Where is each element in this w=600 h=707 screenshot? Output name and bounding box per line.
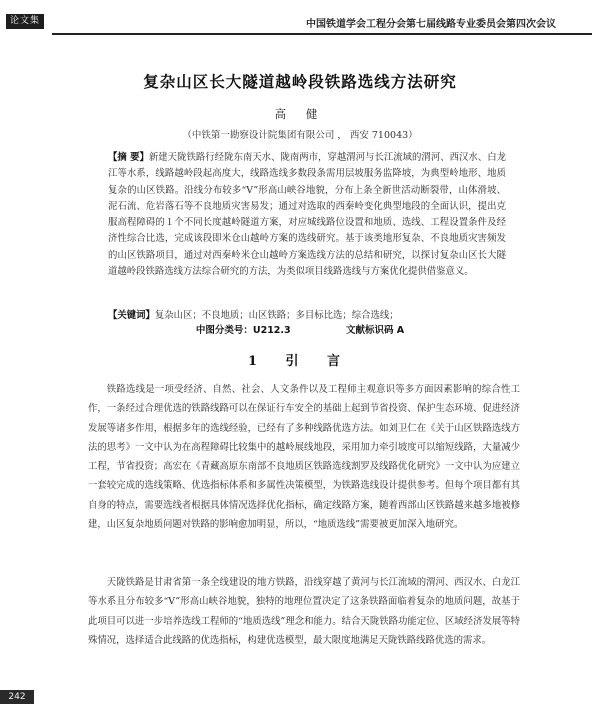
paper-title: 复杂山区长大隧道越岭段铁路选线方法研究 (143, 73, 457, 91)
keywords-text: 复杂山区；不良地质；山区铁路；多目标比选；综合选线； (154, 310, 399, 321)
keywords-label: 【关键词】 (108, 310, 155, 321)
abstract-text: 新建天陇铁路行经陇东南天水、陇南两市，穿越渭河与长江流域的渭河、西汉水、白龙江等水系，线路越岭段起高度大，线路选线多数段条需用层坡服务监降坡，为典型岭地形、地质复杂的山区铁路。沿线分布较多“V”形高山峡谷地貌，分布上条全新世活动断裂带，山体滑坡、泥石流、危岩落石等不良地质灾害易发；通过对选取的西秦岭变化典型地段的全面认识，提出克服高程障碍的１个不同长度越岭隧道方案，对应城线路位设置和地质、选线、工程设置条件及经济性综合比选，完成该段即米仓山越岭方案的选线研究。基于该类地形复杂、不良地质灾害频发的山区铁路项目，通过对西秦岭米仓山越岭方案选线方法的总结和研究，以探讨复杂山区长大隧道越岭段铁路选线方法综合研究的方法，为类似项目线路选线与方案优化提供借鉴意义。 (108, 152, 506, 278)
running-header (0, 6, 600, 30)
page-number: 242 (0, 690, 34, 704)
document-code: 文献标识码 A (345, 325, 405, 336)
body-paragraph: 铁路选线是一项受经济、自然、社会、人文条件以及工程师主观意识等多方面因素影响的综合性工作，一条经过合理优选的铁路线路可以在保证行车安全的基础上起到节省投资、保护生态环境、促进经济发展等诸多作用，根据多年的选线经验，已经有了多种线路优选方法。如刘卫仁在《关于山区铁路选线方法的思考》一文中认为在高程障碍比较集中的越岭展线地段，采用加力牵引坡度可以缩短线路，大量减少工程，节省投资；高宏在《青藏高原东南部不良地质区铁路选线割罗及线路优化研究》一文中认为应建立一套较完成的选线策略、优选指标体系和多属性决策模型，为铁路选线设计提供参考。但每个项目都有其自身的特点，需要选线者根据具体情况选择优化指标，确定线路方案，随着西部山区铁路越来越多地被修建，山区复杂地质问题对铁路的影响愈加明显，所以，“地质选线”需要被更加深入地研究。 (88, 384, 520, 531)
section-tag: 论文集 (6, 14, 44, 29)
conference-title: 中国铁道学会工程分会第七届线路专业委员会第四次会议 (306, 19, 556, 30)
author-name: 高 健 (274, 107, 326, 121)
abstract-label: 【摘 要】 (108, 152, 149, 163)
header-divider (52, 33, 592, 35)
classification-line (0, 322, 600, 336)
body-paragraph: 天陇铁路是甘肃省第一条全线建设的地方铁路，沿线穿越了黄河与长江流域的渭河、西汉水、白龙江等水系且分布较多“V”形高山峡谷地貌，独特的地理位置决定了这条铁路面临着复杂的地质问题，故基于此项目可以进一步培养选线工程师的“地质选线”理念和能力。结合天陇铁路功能定位、区域经济发展等特殊情况，选择适合此线路的优选指标，构建优选模型，最大限度地满足天陇铁路线路优选的需求。 (88, 577, 520, 646)
clc-number: 中图分类号：U212.3 (195, 325, 291, 336)
author-affiliation: （中铁第一勘察设计院集团有限公司 ， 西安 710043） (182, 130, 418, 141)
section-heading: 1 引 言 (247, 354, 353, 369)
abstract-block (108, 150, 506, 280)
